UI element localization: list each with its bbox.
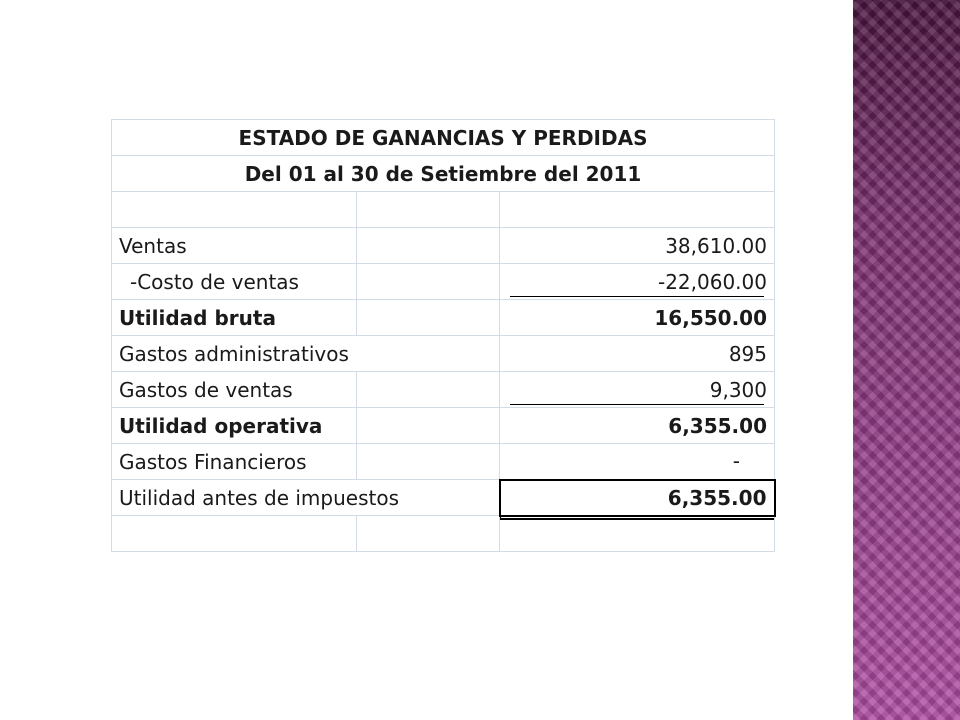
row-label: Gastos de ventas [112, 372, 357, 408]
row-label: Utilidad operativa [112, 408, 357, 444]
row-utilidad-antes-impuestos [112, 480, 775, 516]
row-value: 6,355.00 [500, 408, 775, 444]
row-value: -22,060.00 [500, 264, 775, 300]
statement-title: ESTADO DE GANANCIAS Y PERDIDAS [112, 120, 775, 156]
row-label: Utilidad bruta [112, 300, 357, 336]
row-utilidad-bruta [112, 300, 775, 336]
row-costo-ventas [112, 264, 775, 300]
row-label: Utilidad antes de impuestos [112, 480, 500, 516]
empty-row [112, 192, 775, 228]
row-label: -Costo de ventas [112, 264, 357, 300]
row-gastos-financieros [112, 444, 775, 480]
row-gastos-administrativos [112, 336, 775, 372]
row-utilidad-operativa [112, 408, 775, 444]
empty-row [112, 516, 775, 552]
decorative-sidebar [853, 0, 960, 720]
row-label: Gastos Financieros [112, 444, 357, 480]
row-value: 16,550.00 [500, 300, 775, 336]
row-label: Gastos administrativos [112, 336, 500, 372]
row-value: 38,610.00 [500, 228, 775, 264]
row-ventas [112, 228, 775, 264]
income-statement-table [111, 119, 776, 552]
row-value: 895 [500, 336, 775, 372]
row-gastos-ventas [112, 372, 775, 408]
statement-period: Del 01 al 30 de Setiembre del 2011 [112, 156, 775, 192]
row-label: Ventas [112, 228, 357, 264]
row-value: 6,355.00 [500, 480, 775, 516]
row-value: - [500, 444, 775, 480]
row-value: 9,300 [500, 372, 775, 408]
